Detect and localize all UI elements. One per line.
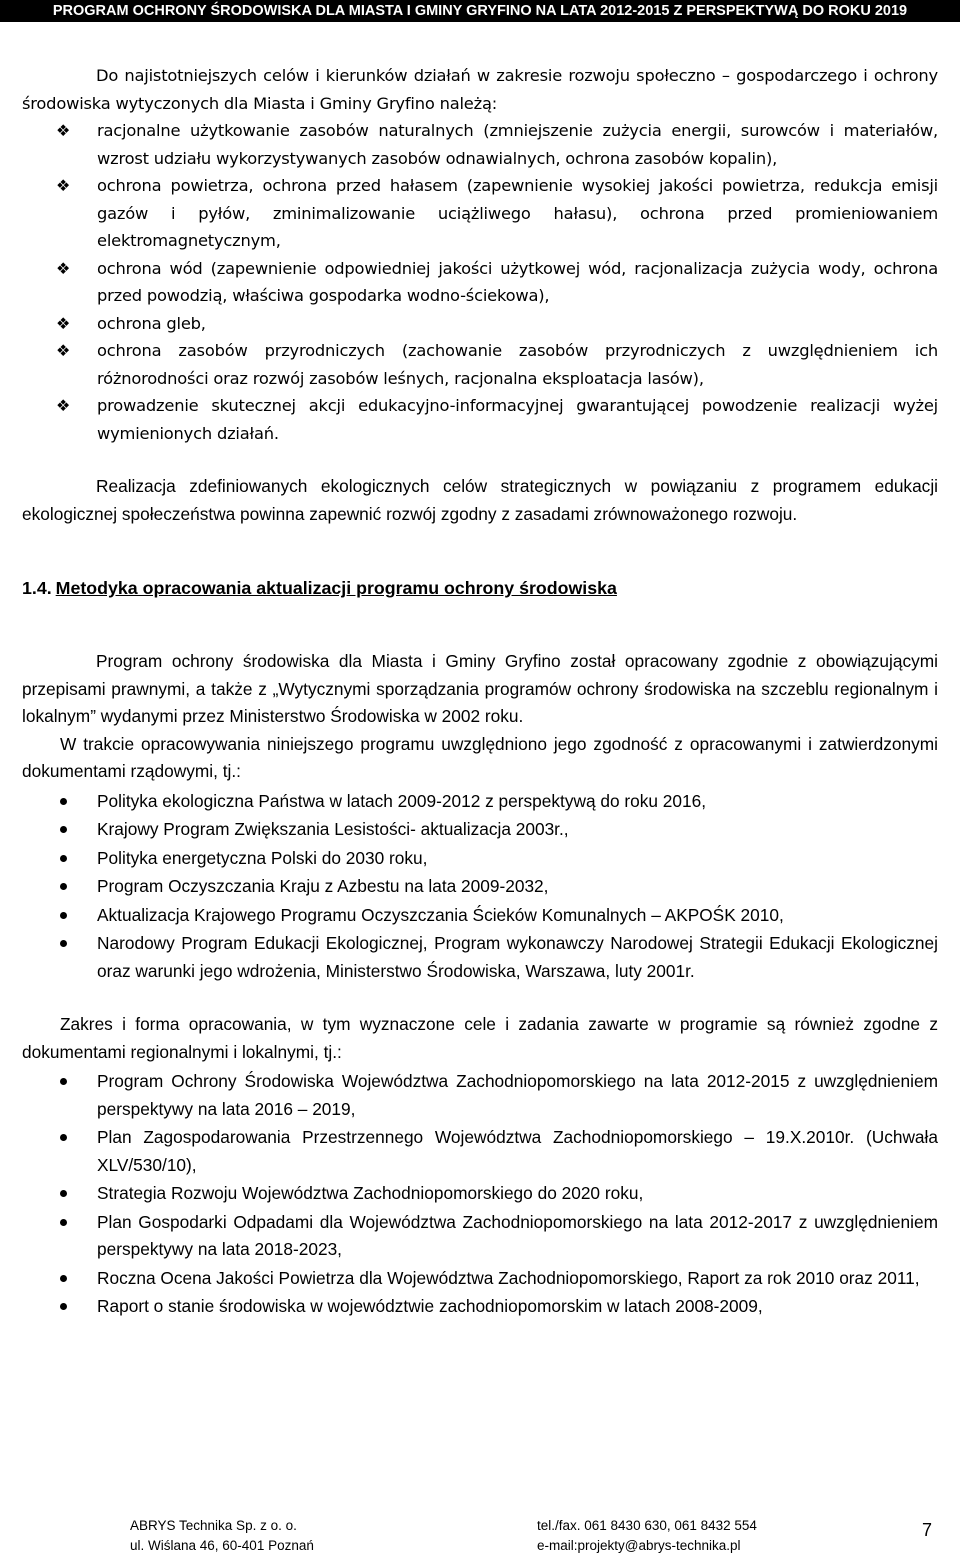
footer-email: e-mail:projekty@abrys-technika.pl [537, 1538, 741, 1553]
list-item: Plan Zagospodarowania Przestrzennego Województwa Zachodniopomorskiego – 19.X.2010r. (Uchwała XLV/530/10), [22, 1124, 938, 1179]
bullet-dot-icon [60, 883, 67, 890]
bullet-dot-icon [60, 798, 67, 805]
list-item: Program Ochrony Środowiska Województwa Zachodniopomorskiego na lata 2012-2015 z uwzględnieniem perspektywy na lata 2016 – 2019, [22, 1068, 938, 1123]
bullet-dot-icon [60, 1219, 67, 1226]
diamond-bullet-icon: ❖ [56, 313, 71, 333]
diamond-bullet-icon: ❖ [56, 258, 71, 278]
page-number: 7 [922, 1520, 933, 1540]
bullet-dot-icon [60, 826, 67, 833]
method-paragraph-1: Program ochrony środowiska dla Miasta i Gminy Gryfino został opracowany zgodnie z obowiązującymi przepisami prawnymi, a także z „Wytycznymi sporządzania programów ochrony środowiska na szczeblu regionalnym i lokalnym” wydanymi przez Ministerstwo Środowiska w 2002 roku. [22, 651, 938, 726]
bullet-dot-icon [60, 1134, 67, 1141]
goals-list [22, 117, 938, 447]
list-item: Aktualizacja Krajowego Programu Oczyszczania Ścieków Komunalnych – AKPOŚK 2010, [22, 902, 938, 930]
regional-documents-list [22, 1068, 938, 1321]
page-content [22, 62, 938, 1321]
diamond-bullet-icon: ❖ [56, 121, 71, 140]
page-header [0, 0, 960, 22]
list-item: Strategia Rozwoju Województwa Zachodniopomorskiego do 2020 roku, [22, 1180, 938, 1208]
section-title: Metodyka opracowania aktualizacji programu ochrony środowiska [55, 578, 617, 598]
bullet-dot-icon [60, 912, 67, 919]
list-item: Plan Gospodarki Odpadami dla Województwa Zachodniopomorskiego na lata 2012-2017 z uwzględnieniem perspektywy na lata 2018-2023, [22, 1209, 938, 1264]
bullet-dot-icon [60, 1275, 67, 1282]
list-item: Raport o stanie środowiska w województwie zachodniopomorskim w latach 2008-2009, [22, 1293, 938, 1321]
list-item: Krajowy Program Zwiększania Lesistości- aktualizacja 2003r., [22, 816, 938, 844]
scope-paragraph: Zakres i forma opracowania, w tym wyznaczone cele i zadania zawarte w programie są również zgodne z dokumentami regionalnymi i lokalnymi, tj.: [22, 1014, 938, 1062]
footer-company: ABRYS Technika Sp. z o. o. [130, 1518, 297, 1533]
list-item: Narodowy Program Edukacji Ekologicznej, Program wykonawczy Narodowej Strategii Edukacji Ekologicznej oraz warunki jego wdrożenia, Ministerstwo Środowiska, Warszawa, luty 2001r. [22, 930, 938, 985]
bullet-dot-icon [60, 855, 67, 862]
footer-address: ul. Wiślana 46, 60-401 Poznań [130, 1538, 314, 1553]
bullet-dot-icon [60, 1190, 67, 1197]
intro-lead: Do najistotniejszych celów i kierunków działań w zakresie rozwoju społeczno – gospodarczego i ochrony środowiska wytyczonych dla Miasta i Gminy Gryfino należą: [22, 66, 938, 113]
list-item: Polityka ekologiczna Państwa w latach 2009-2012 z perspektywą do roku 2016, [22, 788, 938, 816]
bullet-dot-icon [60, 940, 67, 947]
section-heading [22, 574, 938, 602]
diamond-bullet-icon: ❖ [56, 176, 71, 195]
page-footer [0, 1516, 960, 1556]
bullet-dot-icon [60, 1303, 67, 1310]
list-item: ❖ prowadzenie skutecznej akcji edukacyjno-informacyjnej gwarantującej powodzenie realizacji wyżej wymienionych działań. [56, 396, 938, 443]
footer-company-block [130, 1516, 314, 1556]
section-number: 1.4. [22, 578, 52, 598]
footer-phone: tel./fax. 061 8430 630, 061 8432 554 [537, 1518, 757, 1533]
header-title: PROGRAM OCHRONY ŚRODOWISKA DLA MIASTA I GMINY GRYFINO NA LATA 2012-2015 Z PERSPEKTYWĄ DO ROKU 2019 [52, 3, 908, 19]
list-item: ❖ ochrona powietrza, ochrona przed hałasem (zapewnienie wysokiej jakości powietrza, redukcja emisji gazów i pyłów, zminimalizowanie uciążliwego hałasu), ochrona przed promieniowaniem elektromagnetycznym, [56, 176, 938, 250]
list-item: Roczna Ocena Jakości Powietrza dla Województwa Zachodniopomorskiego, Raport za rok 2010 oraz 2011, [22, 1265, 938, 1293]
list-item: ❖ racjonalne użytkowanie zasobów naturalnych (zmniejszenie zużycia energii, surowców i materiałów, wzrost udziału wykorzystywanych zasobów odnawialnych, ochrona zasobów kopalin), [56, 121, 938, 168]
list-item: ❖ ochrona zasobów przyrodniczych (zachowanie zasobów przyrodniczych z uwzględnieniem ich różnorodności oraz rozwój zasobów leśnych, racjonalna eksploatacja lasów), [56, 341, 938, 388]
diamond-bullet-icon: ❖ [56, 341, 71, 360]
list-item: Program Oczyszczania Kraju z Azbestu na lata 2009-2032, [22, 873, 938, 901]
footer-contact-block [537, 1516, 757, 1556]
realization-paragraph: Realizacja zdefiniowanych ekologicznych celów strategicznych w powiązaniu z programem edukacji ekologicznej społeczeństwa powinna zapewnić rozwój zgodny z zasadami zrównoważonego rozwoju. [22, 476, 938, 524]
government-documents-list [22, 788, 938, 986]
method-paragraph-2: W trakcie opracowywania niniejszego programu uwzględniono jego zgodność z opracowanymi i zatwierdzonymi dokumentami rządowymi, tj.: [22, 733, 938, 781]
diamond-bullet-icon: ❖ [56, 396, 71, 415]
list-item: Polityka energetyczna Polski do 2030 roku, [22, 845, 938, 873]
list-item: ❖ ochrona gleb, [22, 310, 938, 338]
bullet-dot-icon [60, 1078, 67, 1085]
list-item: ❖ ochrona wód (zapewnienie odpowiedniej jakości użytkowej wód, racjonalizacja zużycia wody, ochrona przed powodzią, właściwa gospodarka wodno-ściekowa), [56, 258, 938, 305]
